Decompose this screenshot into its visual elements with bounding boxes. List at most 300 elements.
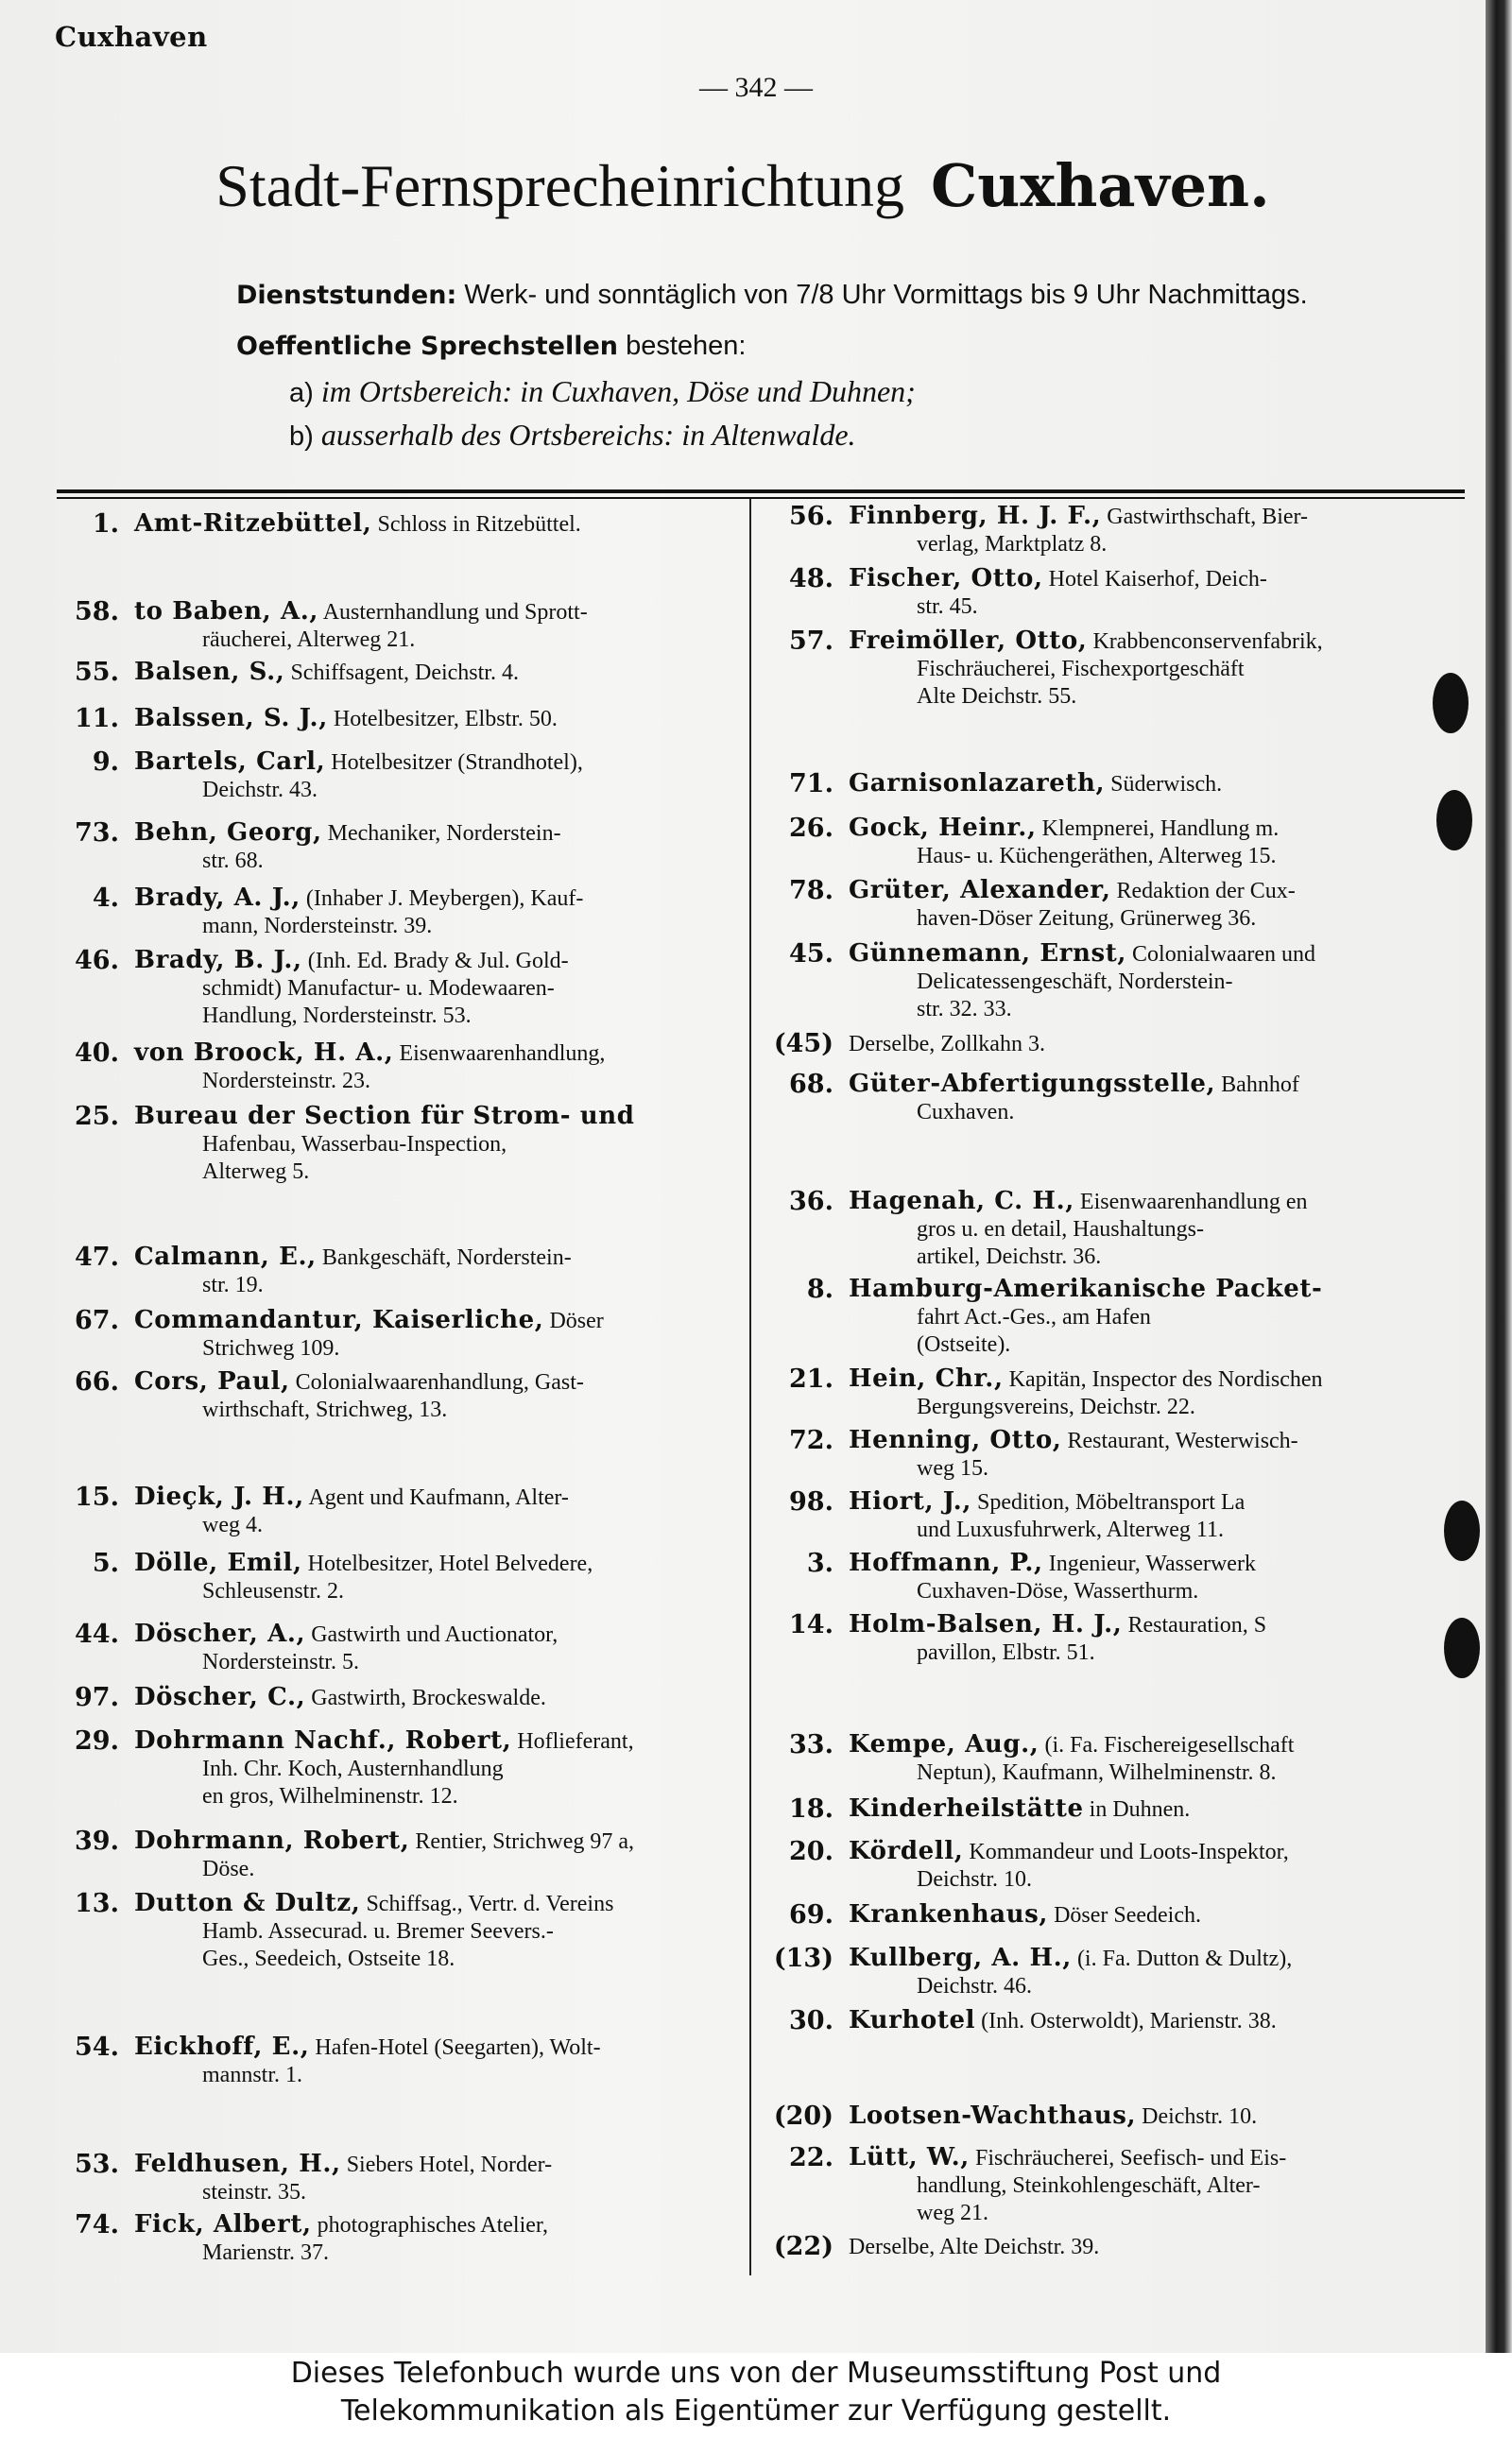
subscriber-name: to Baben, A., xyxy=(134,597,319,626)
entry-first-line xyxy=(849,2144,1461,2172)
subscriber-number: 69. xyxy=(789,1900,833,1930)
entry-first-line xyxy=(849,1795,1461,1824)
entry-text xyxy=(134,1244,739,1299)
entry-continuation: Schleusenstr. 2. xyxy=(202,1579,344,1604)
entry-text xyxy=(849,2233,1461,2261)
entry-continuation: Ges., Seedeich, Ostseite 18. xyxy=(202,1947,455,1971)
subscriber-name: Calmann, E., xyxy=(134,1243,317,1271)
running-head: Cuxhaven xyxy=(55,21,208,53)
area-label-a: im Ortsbereich: xyxy=(320,374,513,408)
entry-continuation: schmidt) Manufactur- u. Modewaaren- xyxy=(202,976,555,1001)
subscriber-number: 54. xyxy=(75,2033,119,2062)
entry-description: Derselbe, Alte Deichstr. 39. xyxy=(849,2235,1100,2259)
entry-description: (i. Fa. Dutton & Dultz), xyxy=(1076,1947,1293,1971)
subscriber-number: 45. xyxy=(789,939,833,969)
entry-text xyxy=(134,748,739,804)
public-stations-suffix: bestehen: xyxy=(626,331,747,361)
entry-description: Süderwisch. xyxy=(1110,772,1223,797)
entry-first-line xyxy=(849,1188,1461,1216)
public-stations-a xyxy=(289,374,1499,409)
directory-entry xyxy=(773,2233,1461,2324)
entry-first-line xyxy=(134,598,739,626)
subscriber-number: 48. xyxy=(789,564,833,593)
entry-description: Döser Seedeich. xyxy=(1054,1903,1202,1928)
entry-first-line xyxy=(134,1550,739,1578)
entry-text xyxy=(134,1684,739,1712)
entry-first-line xyxy=(849,1945,1461,1973)
subscriber-name: Freimöller, Otto, xyxy=(849,626,1088,655)
subscriber-name: Hagenah, C. H., xyxy=(849,1187,1074,1215)
subscriber-name: Dölle, Emil, xyxy=(134,1549,302,1577)
subscriber-name: Lootsen-Wachthaus, xyxy=(849,2102,1137,2130)
entry-text xyxy=(849,815,1461,870)
directory-entry xyxy=(59,947,739,1038)
subscriber-name: Hein, Chr., xyxy=(849,1364,1004,1393)
entry-description: Eisenwaarenhandlung en xyxy=(1079,1190,1308,1214)
subscriber-name: Dieçk, J. H., xyxy=(134,1483,304,1511)
entry-first-line xyxy=(134,1103,739,1131)
entry-text xyxy=(849,1901,1461,1930)
entry-description: Kommandeur und Loots-Inspektor, xyxy=(969,1840,1289,1864)
entry-text xyxy=(849,565,1461,621)
entry-first-line xyxy=(849,627,1461,656)
footer-line-1: Dieses Telefonbuch wurde uns von der Museumsstiftung Post und xyxy=(290,2357,1222,2390)
subscriber-number: 30. xyxy=(789,2006,833,2035)
subscriber-number: 73. xyxy=(75,818,119,848)
subscriber-number: 9. xyxy=(92,747,119,777)
subscriber-number: 29. xyxy=(75,1726,119,1756)
directory-entry xyxy=(773,1276,1461,1366)
entry-description: Derselbe, Zollkahn 3. xyxy=(849,1032,1045,1056)
entry-description: (i. Fa. Fischereigesellschaft xyxy=(1044,1733,1295,1758)
directory-entry xyxy=(59,510,739,601)
entry-description: Hotelbesitzer, Hotel Belvedere, xyxy=(307,1552,593,1576)
entry-continuation: en gros, Wilhelminenstr. 12. xyxy=(202,1784,458,1809)
entry-first-line xyxy=(134,1727,739,1756)
binding-edge xyxy=(1486,0,1512,2353)
subscriber-number: 5. xyxy=(92,1549,119,1578)
entry-text xyxy=(849,2007,1461,2035)
subscriber-number: 11. xyxy=(75,704,119,733)
entry-text xyxy=(134,1307,739,1363)
subscriber-number: (22) xyxy=(773,2232,833,2261)
column-divider xyxy=(749,499,751,2275)
entry-continuation: und Luxusfuhrwerk, Alterweg 11. xyxy=(917,1518,1225,1542)
entry-description: Bankgeschäft, Norderstein- xyxy=(321,1245,572,1270)
entry-text xyxy=(849,2102,1461,2131)
subscriber-number: 97. xyxy=(75,1683,119,1712)
entry-description: Gastwirth, Brockeswalde. xyxy=(311,1686,546,1710)
entry-text xyxy=(849,1838,1461,1894)
entry-text xyxy=(134,819,739,875)
entry-first-line xyxy=(849,1488,1461,1517)
entry-text xyxy=(849,1488,1461,1544)
subscriber-name: Feldhusen, H., xyxy=(134,2150,341,2178)
entry-first-line xyxy=(849,815,1461,843)
entry-text xyxy=(134,1550,739,1605)
entry-continuation: Deichstr. 46. xyxy=(917,1974,1032,1999)
subscriber-number: 36. xyxy=(789,1187,833,1216)
entry-text xyxy=(849,1427,1461,1483)
subscriber-name: Kinderheilstätte xyxy=(849,1794,1084,1823)
subscriber-name: Döscher, A., xyxy=(134,1620,306,1648)
subscriber-name: Brady, B. J., xyxy=(134,946,302,974)
entry-first-line xyxy=(134,1244,739,1272)
entry-text xyxy=(849,1030,1461,1058)
entry-first-line xyxy=(849,770,1461,798)
entry-first-line xyxy=(849,1365,1461,1394)
entry-description: Redaktion der Cux- xyxy=(1116,879,1296,903)
subscriber-name: Grüter, Alexander, xyxy=(849,876,1111,904)
entry-text xyxy=(134,1039,739,1095)
entry-description: Klempnerei, Handlung m. xyxy=(1041,816,1280,841)
subscriber-number: 1. xyxy=(92,509,119,539)
entry-description: Hafen-Hotel (Seegarten), Wolt- xyxy=(315,2035,601,2060)
directory-entry xyxy=(773,627,1461,718)
entry-continuation: Hafenbau, Wasserbau-Inspection, xyxy=(202,1132,507,1157)
subscriber-name: Hamburg-Amerikanische Packet- xyxy=(849,1275,1323,1303)
list-marker-a: a) xyxy=(289,378,314,408)
entry-description: Hotel Kaiserhof, Deich- xyxy=(1048,567,1267,592)
entry-description: Döser xyxy=(549,1309,604,1333)
entry-continuation: Hamb. Assecurad. u. Bremer Seevers.- xyxy=(202,1919,554,1944)
subscriber-name: Balssen, S. J., xyxy=(134,704,328,732)
list-marker-b: b) xyxy=(289,421,314,452)
directory-entry xyxy=(773,1188,1461,1279)
directory-entry xyxy=(59,1727,739,1818)
subscriber-number: 4. xyxy=(92,884,119,913)
entry-continuation: Fischräucherei, Fischexportgeschäft xyxy=(917,657,1245,681)
entry-description: (Inh. Ed. Brady & Jul. Gold- xyxy=(307,949,569,973)
entry-text xyxy=(849,1071,1461,1126)
subscriber-number: 47. xyxy=(75,1243,119,1272)
entry-text xyxy=(849,503,1461,558)
subscriber-name: Dohrmann Nachf., Robert, xyxy=(134,1726,512,1755)
entry-text xyxy=(849,1945,1461,2000)
entry-first-line xyxy=(849,877,1461,905)
entry-first-line xyxy=(134,819,739,848)
subscriber-number: 22. xyxy=(789,2143,833,2172)
subscriber-number: 3. xyxy=(806,1549,833,1578)
title-prefix: Stadt-Fernsprecheinrichtung xyxy=(215,152,904,219)
entry-continuation: Marienstr. 37. xyxy=(202,2240,329,2265)
subscriber-number: 55. xyxy=(75,658,119,687)
entry-first-line xyxy=(849,1276,1461,1304)
entry-first-line xyxy=(849,1071,1461,1099)
subscriber-number: 57. xyxy=(789,626,833,656)
subscriber-number: 71. xyxy=(789,769,833,798)
entry-continuation: str. 19. xyxy=(202,1273,264,1297)
entry-description: Restaurant, Westerwisch- xyxy=(1067,1429,1298,1453)
subscriber-number: 68. xyxy=(789,1070,833,1099)
entry-text xyxy=(849,1795,1461,1824)
entry-description: Bahnhof xyxy=(1221,1073,1299,1097)
subscriber-name: Dutton & Dultz, xyxy=(134,1889,361,1917)
entry-description: in Duhnen. xyxy=(1089,1797,1191,1822)
entry-continuation: Cuxhaven-Döse, Wasserthurm. xyxy=(917,1579,1199,1604)
subscriber-name: von Broock, H. A., xyxy=(134,1038,394,1067)
directory-entry xyxy=(773,1611,1461,1702)
entry-text xyxy=(134,1368,739,1424)
directory-entry xyxy=(59,1368,739,1459)
subscriber-number: (20) xyxy=(773,2102,833,2131)
subscriber-name: Kempe, Aug., xyxy=(849,1730,1040,1759)
subscriber-number: 39. xyxy=(75,1827,119,1856)
title-city: Cuxhaven. xyxy=(930,151,1270,220)
subscriber-name: Bartels, Carl, xyxy=(134,747,326,776)
subscriber-name: Kördell, xyxy=(849,1837,964,1865)
entry-description: Hoflieferant, xyxy=(517,1729,634,1754)
entry-text xyxy=(134,1727,739,1811)
entry-continuation: artikel, Deichstr. 36. xyxy=(917,1244,1102,1269)
entry-continuation: räucherei, Alterweg 21. xyxy=(202,627,416,652)
entry-continuation: Cuxhaven. xyxy=(917,1100,1015,1124)
subscriber-name: Holm-Balsen, H. J., xyxy=(849,1610,1123,1639)
entry-first-line xyxy=(849,1030,1461,1058)
entry-text xyxy=(134,2151,739,2206)
entry-description: (Inh. Osterwoldt), Marienstr. 38. xyxy=(981,2009,1277,2034)
entry-description: Kapitän, Inspector des Nordischen xyxy=(1008,1367,1323,1392)
entry-text xyxy=(134,1103,739,1186)
entry-text xyxy=(134,659,739,687)
subscriber-number: 58. xyxy=(75,597,119,626)
directory-entry xyxy=(773,940,1461,1031)
subscriber-name: Amt-Ritzebüttel, xyxy=(134,509,372,538)
subscriber-number: (13) xyxy=(773,1944,833,1973)
entry-text xyxy=(849,1188,1461,1271)
entry-first-line xyxy=(134,705,739,733)
page-title xyxy=(0,151,1486,221)
service-hours-label: Dienststunden: xyxy=(236,281,457,310)
entry-continuation: steinstr. 35. xyxy=(202,2180,307,2205)
directory-entry xyxy=(59,2034,739,2124)
entry-first-line xyxy=(849,2102,1461,2131)
entry-text xyxy=(134,947,739,1030)
directory-entry xyxy=(773,1071,1461,1161)
entry-description: Gastwirth und Auctionator, xyxy=(311,1622,558,1647)
entry-description: Schiffsagent, Deichstr. 4. xyxy=(290,661,519,685)
entry-text xyxy=(134,884,739,940)
entry-continuation: verlag, Marktplatz 8. xyxy=(917,532,1108,557)
entry-first-line xyxy=(134,1828,739,1856)
entry-continuation: Deichstr. 43. xyxy=(202,778,318,802)
entry-continuation: Deichstr. 10. xyxy=(917,1867,1032,1892)
entry-first-line xyxy=(849,2233,1461,2261)
entry-continuation: mannstr. 1. xyxy=(202,2063,302,2087)
subscriber-name: Dohrmann, Robert, xyxy=(134,1827,410,1855)
subscriber-number: (45) xyxy=(773,1029,833,1058)
subscriber-name: Commandantur, Kaiserliche, xyxy=(134,1306,544,1334)
directory-entry xyxy=(59,1890,739,1981)
entry-text xyxy=(134,510,739,539)
entry-description: Gastwirthschaft, Bier- xyxy=(1107,505,1309,529)
entry-text xyxy=(134,2211,739,2267)
entry-text xyxy=(134,598,739,654)
subscriber-name: Hoffmann, P., xyxy=(849,1549,1043,1577)
subscriber-name: Günnemann, Ernst, xyxy=(849,939,1127,968)
subscriber-name: Balsen, S., xyxy=(134,658,285,686)
area-text-a: in Cuxhaven, Döse und Duhnen; xyxy=(520,374,916,408)
entry-description: Eisenwaarenhandlung, xyxy=(399,1041,606,1066)
entry-description: Colonialwaaren und xyxy=(1132,942,1315,967)
entry-first-line xyxy=(134,1684,739,1712)
subscriber-name: Kurhotel xyxy=(849,2006,976,2034)
entry-first-line xyxy=(134,1484,739,1512)
entry-continuation: Döse. xyxy=(202,1857,255,1881)
service-hours-text: Werk- und sonntäglich von 7/8 Uhr Vormittags bis 9 Uhr Nachmittags. xyxy=(464,280,1308,310)
subscriber-number: 46. xyxy=(75,946,119,975)
subscriber-number: 44. xyxy=(75,1620,119,1649)
entry-continuation: Nordersteinstr. 23. xyxy=(202,1069,370,1093)
entry-first-line xyxy=(134,947,739,975)
entry-description: Rentier, Strichweg 97 a, xyxy=(415,1829,635,1854)
entry-continuation: wirthschaft, Strichweg, 13. xyxy=(202,1398,448,1422)
entry-first-line xyxy=(849,1838,1461,1866)
entry-text xyxy=(849,877,1461,933)
entry-description: photographisches Atelier, xyxy=(317,2213,548,2238)
entry-description: Agent und Kaufmann, Alter- xyxy=(308,1485,569,1510)
subscriber-number: 53. xyxy=(75,2150,119,2179)
entry-description: Schiffsag., Vertr. d. Vereins xyxy=(366,1892,614,1916)
entry-first-line xyxy=(134,2211,739,2240)
entry-continuation: Alterweg 5. xyxy=(202,1159,310,1184)
copyright-footer xyxy=(0,2353,1512,2437)
entry-first-line xyxy=(849,1731,1461,1759)
entry-continuation: Bergungsvereins, Deichstr. 22. xyxy=(917,1395,1195,1419)
subscriber-number: 20. xyxy=(789,1837,833,1866)
subscriber-number: 66. xyxy=(75,1367,119,1397)
footer-line-2: Telekommunikation als Eigentümer zur Verfügung gestellt. xyxy=(340,2394,1172,2428)
header-rule-thin xyxy=(57,497,1465,499)
entry-first-line xyxy=(849,1611,1461,1639)
entry-continuation: Neptun), Kaufmann, Wilhelminenstr. 8. xyxy=(917,1760,1277,1785)
subscriber-number: 67. xyxy=(75,1306,119,1335)
entry-description: Krabbenconservenfabrik, xyxy=(1092,629,1323,654)
entry-first-line xyxy=(134,659,739,687)
entry-description: Schloss in Ritzebüttel. xyxy=(377,512,581,537)
entry-description: Ingenieur, Wasserwerk xyxy=(1048,1552,1256,1576)
entry-description: (Inhaber J. Meybergen), Kauf- xyxy=(305,886,584,911)
entry-first-line xyxy=(134,1307,739,1335)
entry-continuation: mann, Nordersteinstr. 39. xyxy=(202,914,433,938)
entry-text xyxy=(134,1484,739,1539)
entry-continuation: weg 21. xyxy=(917,2201,988,2225)
public-stations-b xyxy=(289,418,1499,453)
subscriber-name: Brady, A. J., xyxy=(134,884,301,912)
entry-first-line xyxy=(849,503,1461,531)
subscriber-name: Eickhoff, E., xyxy=(134,2033,310,2061)
entry-first-line xyxy=(849,1427,1461,1455)
subscriber-number: 15. xyxy=(75,1483,119,1512)
entry-text xyxy=(134,1828,739,1883)
public-stations-label: Oeffentliche Sprechstellen xyxy=(236,332,618,361)
subscriber-name: Döscher, C., xyxy=(134,1683,306,1711)
subscriber-name: Krankenhaus, xyxy=(849,1900,1049,1929)
entry-first-line xyxy=(134,1890,739,1918)
entry-description: Siebers Hotel, Norder- xyxy=(346,2153,553,2177)
entry-first-line xyxy=(849,1550,1461,1578)
entry-first-line xyxy=(134,1039,739,1068)
subscriber-number: 74. xyxy=(75,2210,119,2240)
entry-continuation: Nordersteinstr. 5. xyxy=(202,1650,359,1674)
entry-continuation: handlung, Steinkohlengeschäft, Alter- xyxy=(917,2173,1261,2198)
entry-continuation: str. 68. xyxy=(202,849,264,873)
subscriber-number: 8. xyxy=(806,1275,833,1304)
subscriber-name: Behn, Georg, xyxy=(134,818,322,847)
entry-continuation: haven-Döser Zeitung, Grünerweg 36. xyxy=(917,906,1257,931)
entry-text xyxy=(134,705,739,733)
entry-description: Restauration, S xyxy=(1127,1613,1267,1638)
subscriber-number: 18. xyxy=(789,1794,833,1824)
public-stations xyxy=(236,331,1446,362)
subscriber-number: 26. xyxy=(789,814,833,843)
entry-first-line xyxy=(849,1901,1461,1930)
entry-description: Fischräucherei, Seefisch- und Eis- xyxy=(974,2146,1287,2171)
entry-continuation: weg 4. xyxy=(202,1513,263,1537)
entry-continuation: weg 15. xyxy=(917,1456,988,1481)
entry-first-line xyxy=(849,940,1461,969)
entry-text xyxy=(849,1365,1461,1421)
entry-first-line xyxy=(134,1621,739,1649)
subscriber-number: 21. xyxy=(789,1364,833,1394)
entry-text xyxy=(849,627,1461,711)
entry-text xyxy=(849,1611,1461,1667)
entry-text xyxy=(849,1276,1461,1359)
subscriber-name: Gock, Heinr., xyxy=(849,814,1037,842)
entry-text xyxy=(849,1550,1461,1605)
subscriber-number: 40. xyxy=(75,1038,119,1068)
subscriber-name: Fick, Albert, xyxy=(134,2210,312,2239)
subscriber-number: 14. xyxy=(789,1610,833,1639)
entry-continuation: (Ostseite). xyxy=(917,1332,1011,1357)
subscriber-name: Garnisonlazareth, xyxy=(849,769,1106,798)
subscriber-name: Kullberg, A. H., xyxy=(849,1944,1072,1972)
entry-first-line xyxy=(134,748,739,777)
entry-description: Deichstr. 10. xyxy=(1142,2104,1258,2129)
entry-text xyxy=(134,2034,739,2089)
entry-text xyxy=(134,1621,739,1676)
entry-continuation: Delicatessengeschäft, Norderstein- xyxy=(917,970,1233,994)
subscriber-name: Finnberg, H. J. F., xyxy=(849,502,1102,530)
entry-description: Hotelbesitzer, Elbstr. 50. xyxy=(333,707,558,731)
entry-first-line xyxy=(849,565,1461,593)
entry-first-line xyxy=(134,510,739,539)
subscriber-name: Hiort, J., xyxy=(849,1487,971,1516)
entry-first-line xyxy=(134,2034,739,2062)
entry-first-line xyxy=(134,884,739,913)
entry-description: Hotelbesitzer (Strandhotel), xyxy=(331,750,583,775)
entry-description: Austernhandlung und Sprott- xyxy=(322,600,588,625)
subscriber-name: Güter-Abfertigungsstelle, xyxy=(849,1070,1216,1098)
entry-continuation: fahrt Act.-Ges., am Hafen xyxy=(917,1305,1151,1330)
entry-first-line xyxy=(134,1368,739,1397)
entry-first-line xyxy=(849,2007,1461,2035)
entry-continuation: gros u. en detail, Haushaltungs- xyxy=(917,1217,1204,1242)
subscriber-number: 78. xyxy=(789,876,833,905)
directory-entry xyxy=(773,2144,1461,2235)
directory-entry xyxy=(773,2007,1461,2098)
subscriber-number: 98. xyxy=(789,1487,833,1517)
entry-continuation: Alte Deichstr. 55. xyxy=(917,684,1077,709)
entry-text xyxy=(134,1890,739,1973)
subscriber-name: Bureau der Section für Strom- und xyxy=(134,1102,635,1130)
directory-entry xyxy=(59,2211,739,2302)
entry-text xyxy=(849,770,1461,798)
entry-continuation: str. 32. 33. xyxy=(917,997,1012,1021)
header-rule xyxy=(57,489,1465,493)
subscriber-number: 25. xyxy=(75,1102,119,1131)
subscriber-name: Lütt, W., xyxy=(849,2143,970,2171)
